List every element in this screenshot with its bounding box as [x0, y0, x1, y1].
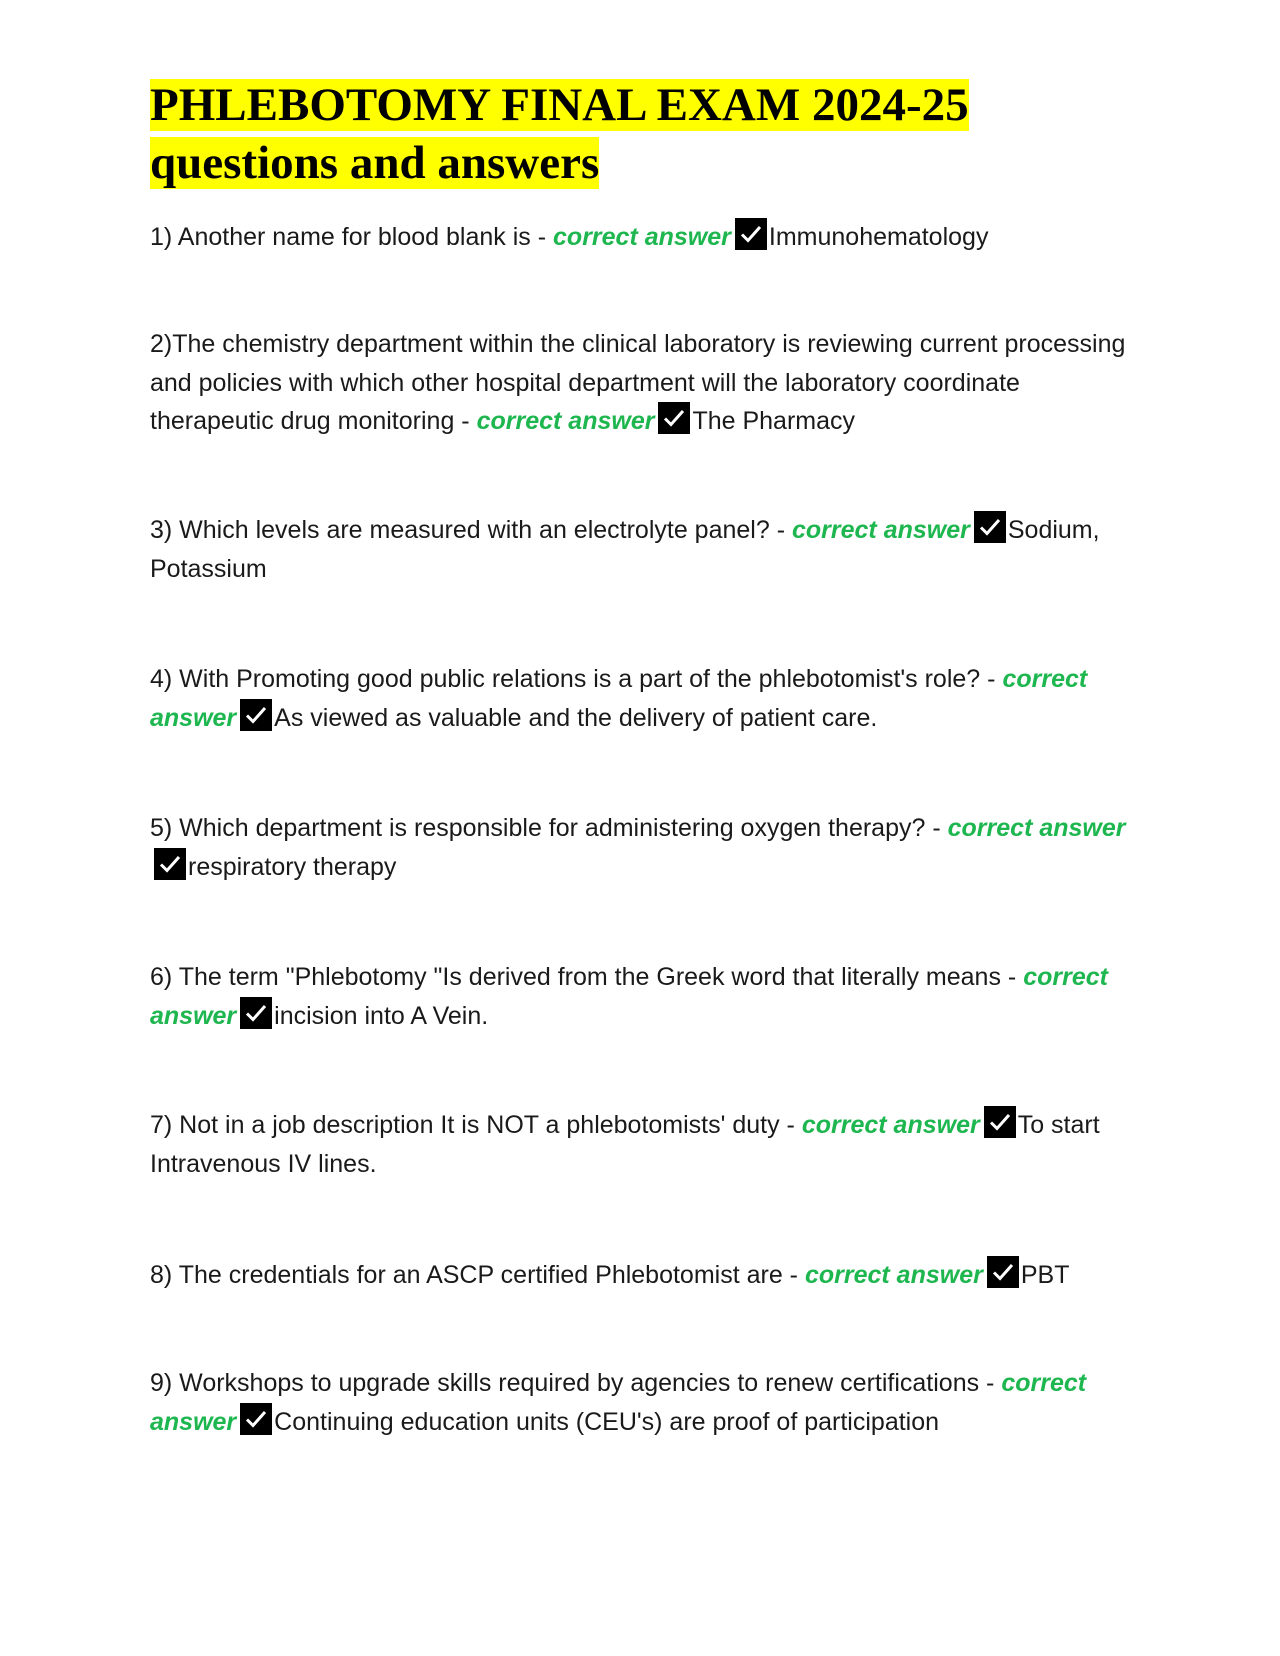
correct-answer-label: correct answer [947, 814, 1126, 842]
correct-answer-label: correct answer [150, 1369, 1087, 1436]
question-text: 3) Which levels are measured with an electrolyte panel? - [150, 516, 786, 544]
answer-text: Sodium, Potassium [150, 516, 1100, 583]
question-text: 5) Which department is responsible for administering oxygen therapy? - [150, 814, 941, 842]
correct-answer-label: correct answer [476, 407, 655, 435]
question-text: 1) Another name for blood blank is - [150, 223, 547, 251]
correct-answer-label: correct answer [150, 963, 1108, 1030]
correct-answer-label: correct answer [791, 516, 970, 544]
qa-item-7 [150, 1106, 1130, 1183]
qa-item-3 [150, 511, 1130, 588]
question-text: 7) Not in a job description It is NOT a phlebotomists' duty - [150, 1111, 795, 1139]
title-line-1: PHLEBOTOMY FINAL EXAM 2024-25 [150, 79, 969, 131]
answer-text: The Pharmacy [692, 407, 856, 435]
title-line-2: questions and answers [150, 137, 600, 189]
check-mark-icon [987, 1256, 1019, 1288]
qa-item-1 [150, 218, 1130, 257]
check-mark-icon [974, 511, 1006, 543]
correct-answer-label: correct answer [801, 1111, 980, 1139]
answer-text: To start Intravenous IV lines. [150, 1111, 1100, 1178]
qa-item-6 [150, 958, 1130, 1035]
check-mark-icon [154, 848, 186, 880]
qa-item-9 [150, 1364, 1130, 1441]
question-text: 8) The credentials for an ASCP certified Phlebotomist are - [150, 1261, 799, 1289]
check-mark-icon [240, 997, 272, 1029]
question-text: 9) Workshops to upgrade skills required by agencies to renew certifications - [150, 1369, 995, 1397]
check-mark-icon [240, 699, 272, 731]
check-mark-icon [984, 1106, 1016, 1138]
answer-text: Immunohematology [768, 223, 989, 251]
qa-item-8 [150, 1256, 1130, 1295]
qa-item-5 [150, 809, 1130, 886]
correct-answer-label: correct answer [553, 223, 731, 251]
check-mark-icon [658, 402, 690, 434]
question-text: 6) The term "Phlebotomy "Is derived from the Greek word that literally means - [150, 963, 1017, 991]
correct-answer-label: correct answer [150, 665, 1088, 732]
qa-item-4 [150, 660, 1130, 737]
question-text: 4) With Promoting good public relations is a part of the phlebotomist's role? - [150, 665, 996, 693]
answer-text: incision into A Vein. [274, 1001, 489, 1030]
answer-text: respiratory therapy [188, 852, 397, 881]
answer-text: Continuing education units (CEU's) are proof of participation [274, 1407, 940, 1436]
correct-answer-label: correct answer [804, 1261, 983, 1289]
check-mark-icon [735, 218, 767, 250]
answer-text: PBT [1020, 1261, 1070, 1289]
question-text: 2)The chemistry department within the clinical laboratory is reviewing current processing and policies with which other hospital department will the laboratory coordinate therapeutic drug monitoring - [150, 330, 1126, 435]
check-mark-icon [240, 1403, 272, 1435]
answer-text: As viewed as valuable and the delivery of patient care. [274, 703, 878, 732]
qa-item-2 [150, 325, 1130, 441]
document-title [150, 76, 1110, 192]
